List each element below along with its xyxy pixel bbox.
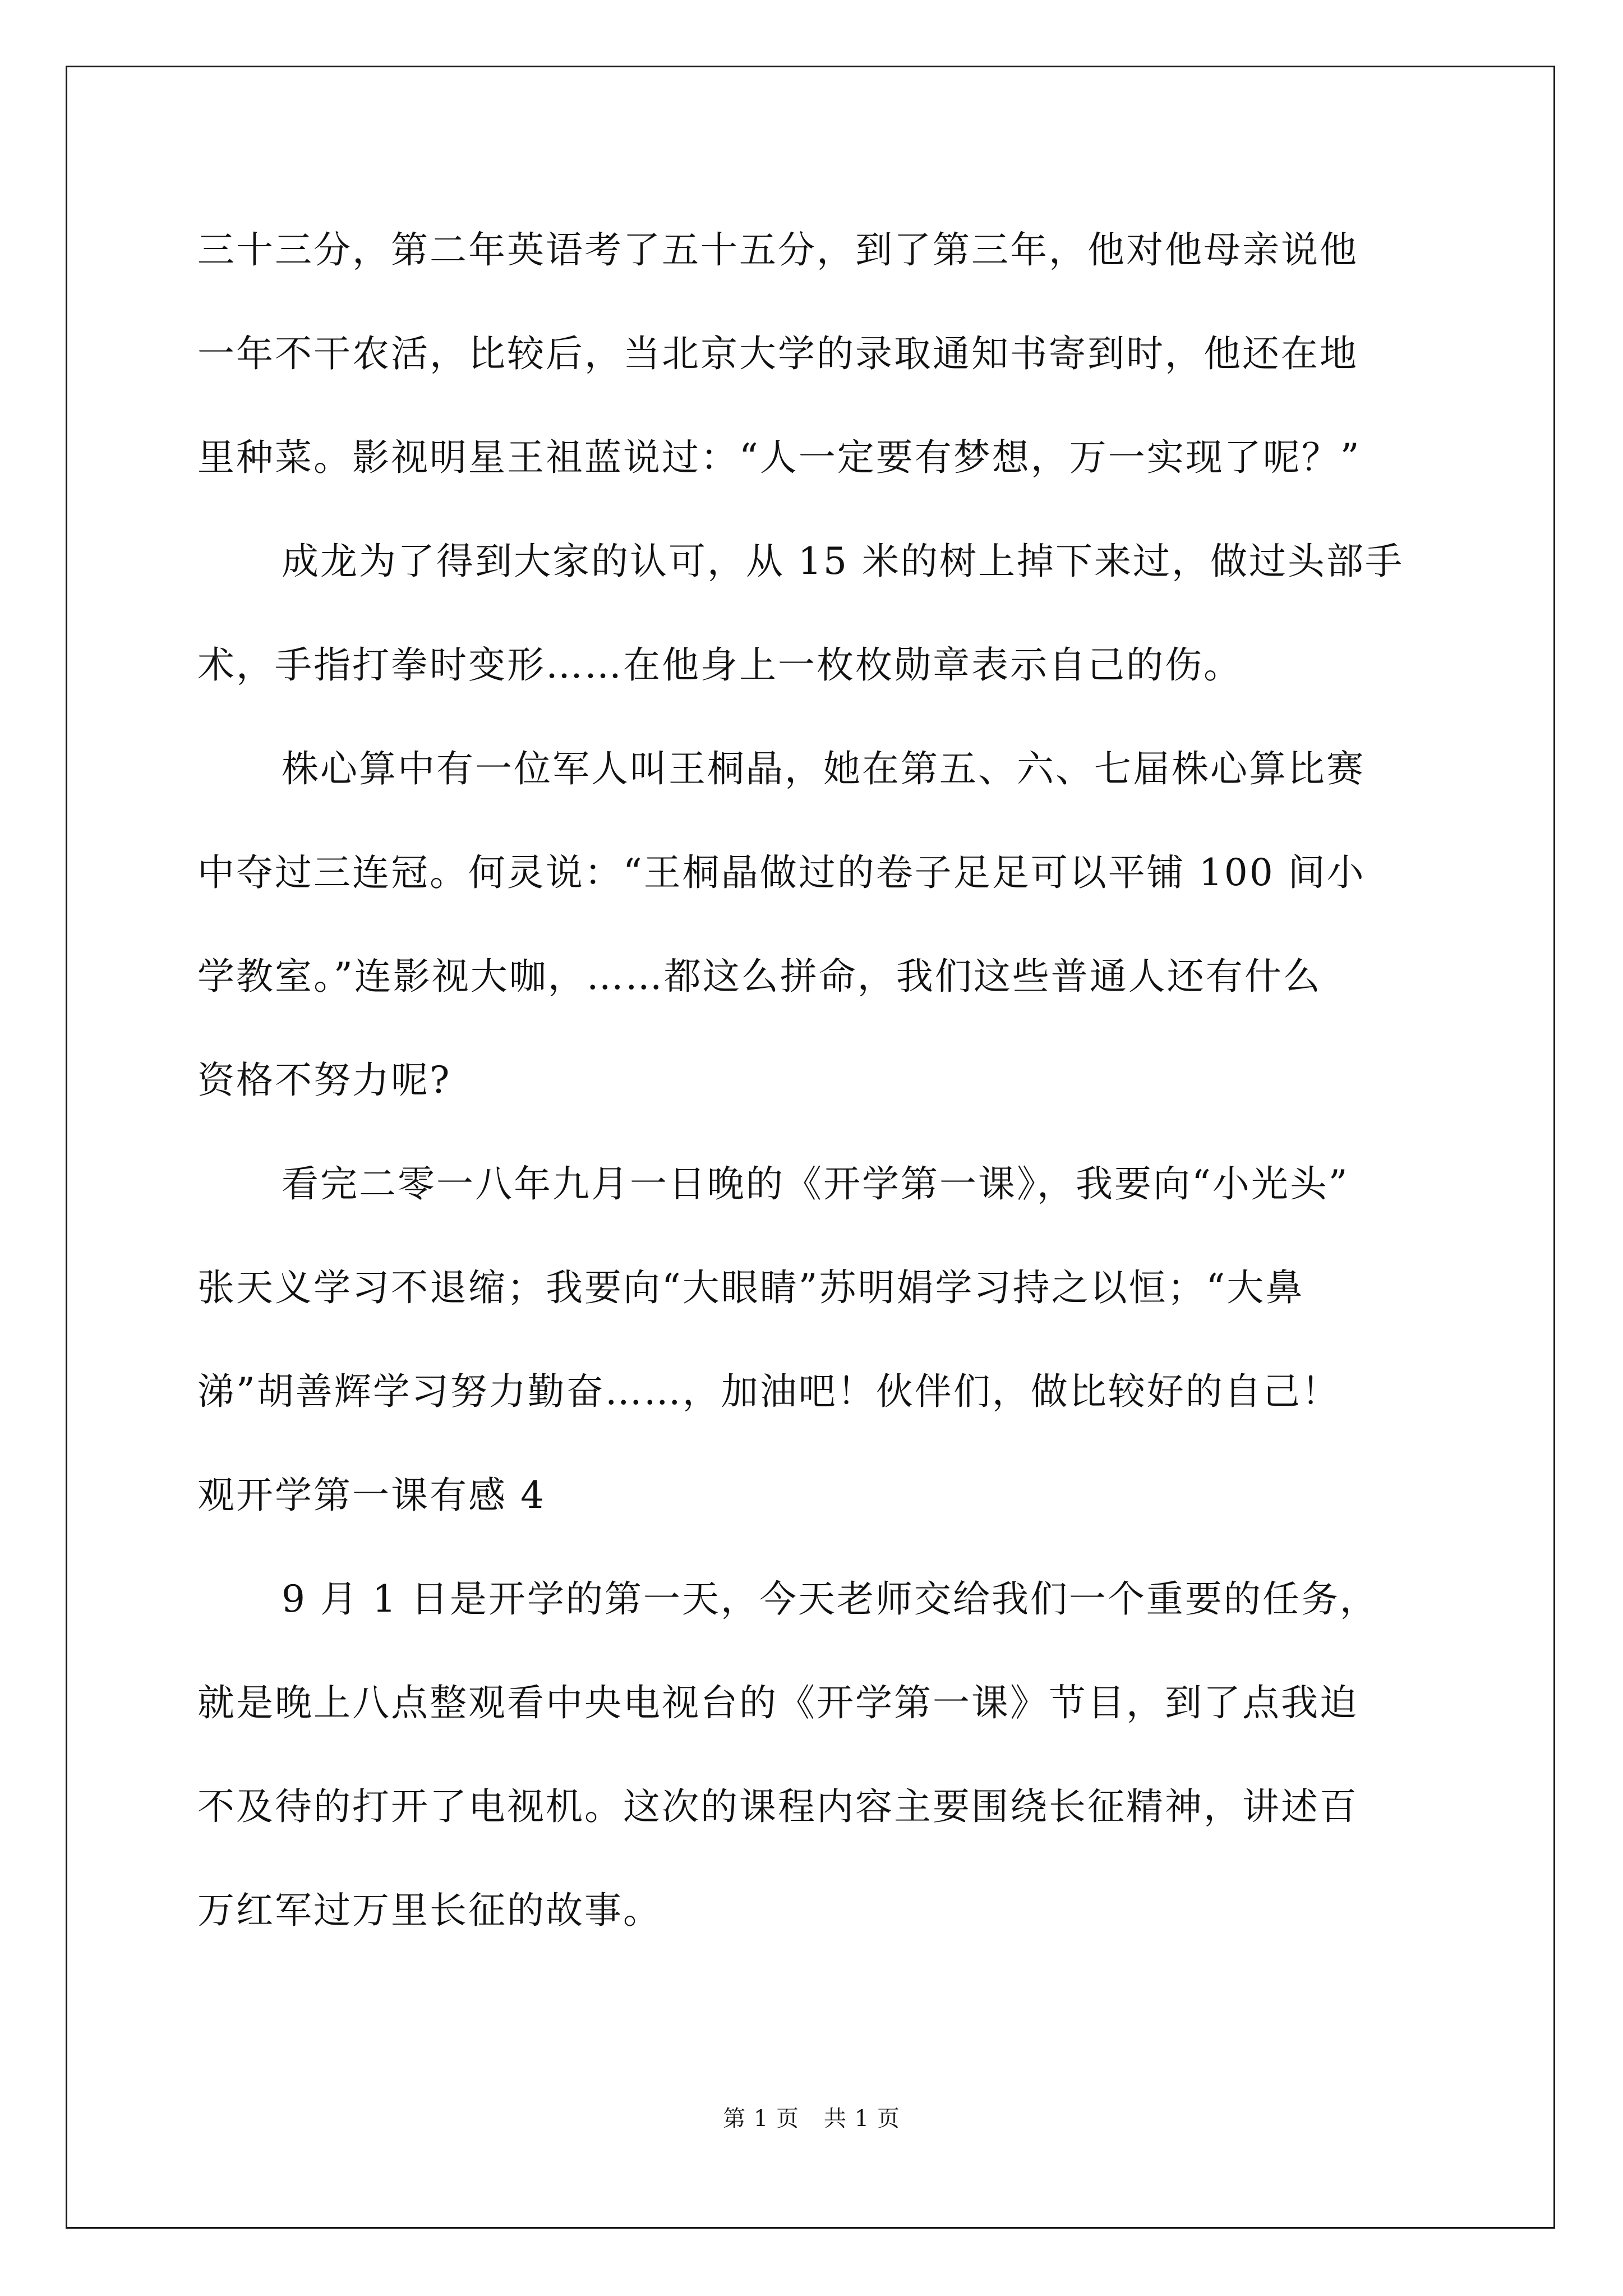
text-line: 涕”胡善辉学习努力勤奋……，加油吧！伙伴们，做比较好的自己！ <box>197 1370 1340 1413</box>
text-line: 张天义学习不退缩；我要向“大眼睛”苏明娟学习持之以恒；“大鼻 <box>197 1266 1304 1309</box>
text-line: 学教室。”连影视大咖，……都这么拼命，我们这些普通人还有什么 <box>197 955 1322 998</box>
paragraph-first-line: 株心算中有一位军人叫王桐晶，她在第五、六、七届株心算比赛 <box>282 747 1365 790</box>
text-line: 中夺过三连冠。何灵说：“王桐晶做过的卷子足足可以平铺 100 间小 <box>197 851 1366 894</box>
text-line: 就是晚上八点整观看中央电视台的《开学第一课》节目，到了点我迫 <box>197 1681 1358 1724</box>
paragraph-first-line: 成龙为了得到大家的认可，从 15 米的树上掉下来过，做过头部手 <box>282 540 1404 583</box>
text-line: 一年不干农活，比较后，当北京大学的录取通知书寄到时，他还在地 <box>197 332 1358 375</box>
text-line: 资格不努力呢? <box>197 1059 451 1102</box>
text-line: 术，手指打拳时变形……在他身上一枚枚勋章表示自己的伤。 <box>197 643 1242 687</box>
text-line: 不及待的打开了电视机。这次的课程内容主要围绕长征精神，讲述百 <box>197 1785 1358 1828</box>
paragraph-first-line: 看完二零一八年九月一日晚的《开学第一课》，我要向“小光头” <box>282 1162 1349 1205</box>
paragraph-first-line: 9 月 1 日是开学的第一天，今天老师交给我们一个重要的任务， <box>282 1577 1378 1621</box>
page-footer <box>0 2105 1623 2133</box>
page-number: 第 1 页 <box>723 2106 799 2132</box>
text-line: 里种菜。影视明星王祖蓝说过：“人一定要有梦想，万一实现了呢？” <box>197 436 1361 479</box>
section-heading: 观开学第一课有感 4 <box>197 1474 546 1517</box>
text-line: 万红军过万里长征的故事。 <box>197 1889 662 1932</box>
page-total: 共 1 页 <box>824 2106 900 2132</box>
text-line: 三十三分，第二年英语考了五十五分，到了第三年，他对他母亲说他 <box>197 228 1358 272</box>
